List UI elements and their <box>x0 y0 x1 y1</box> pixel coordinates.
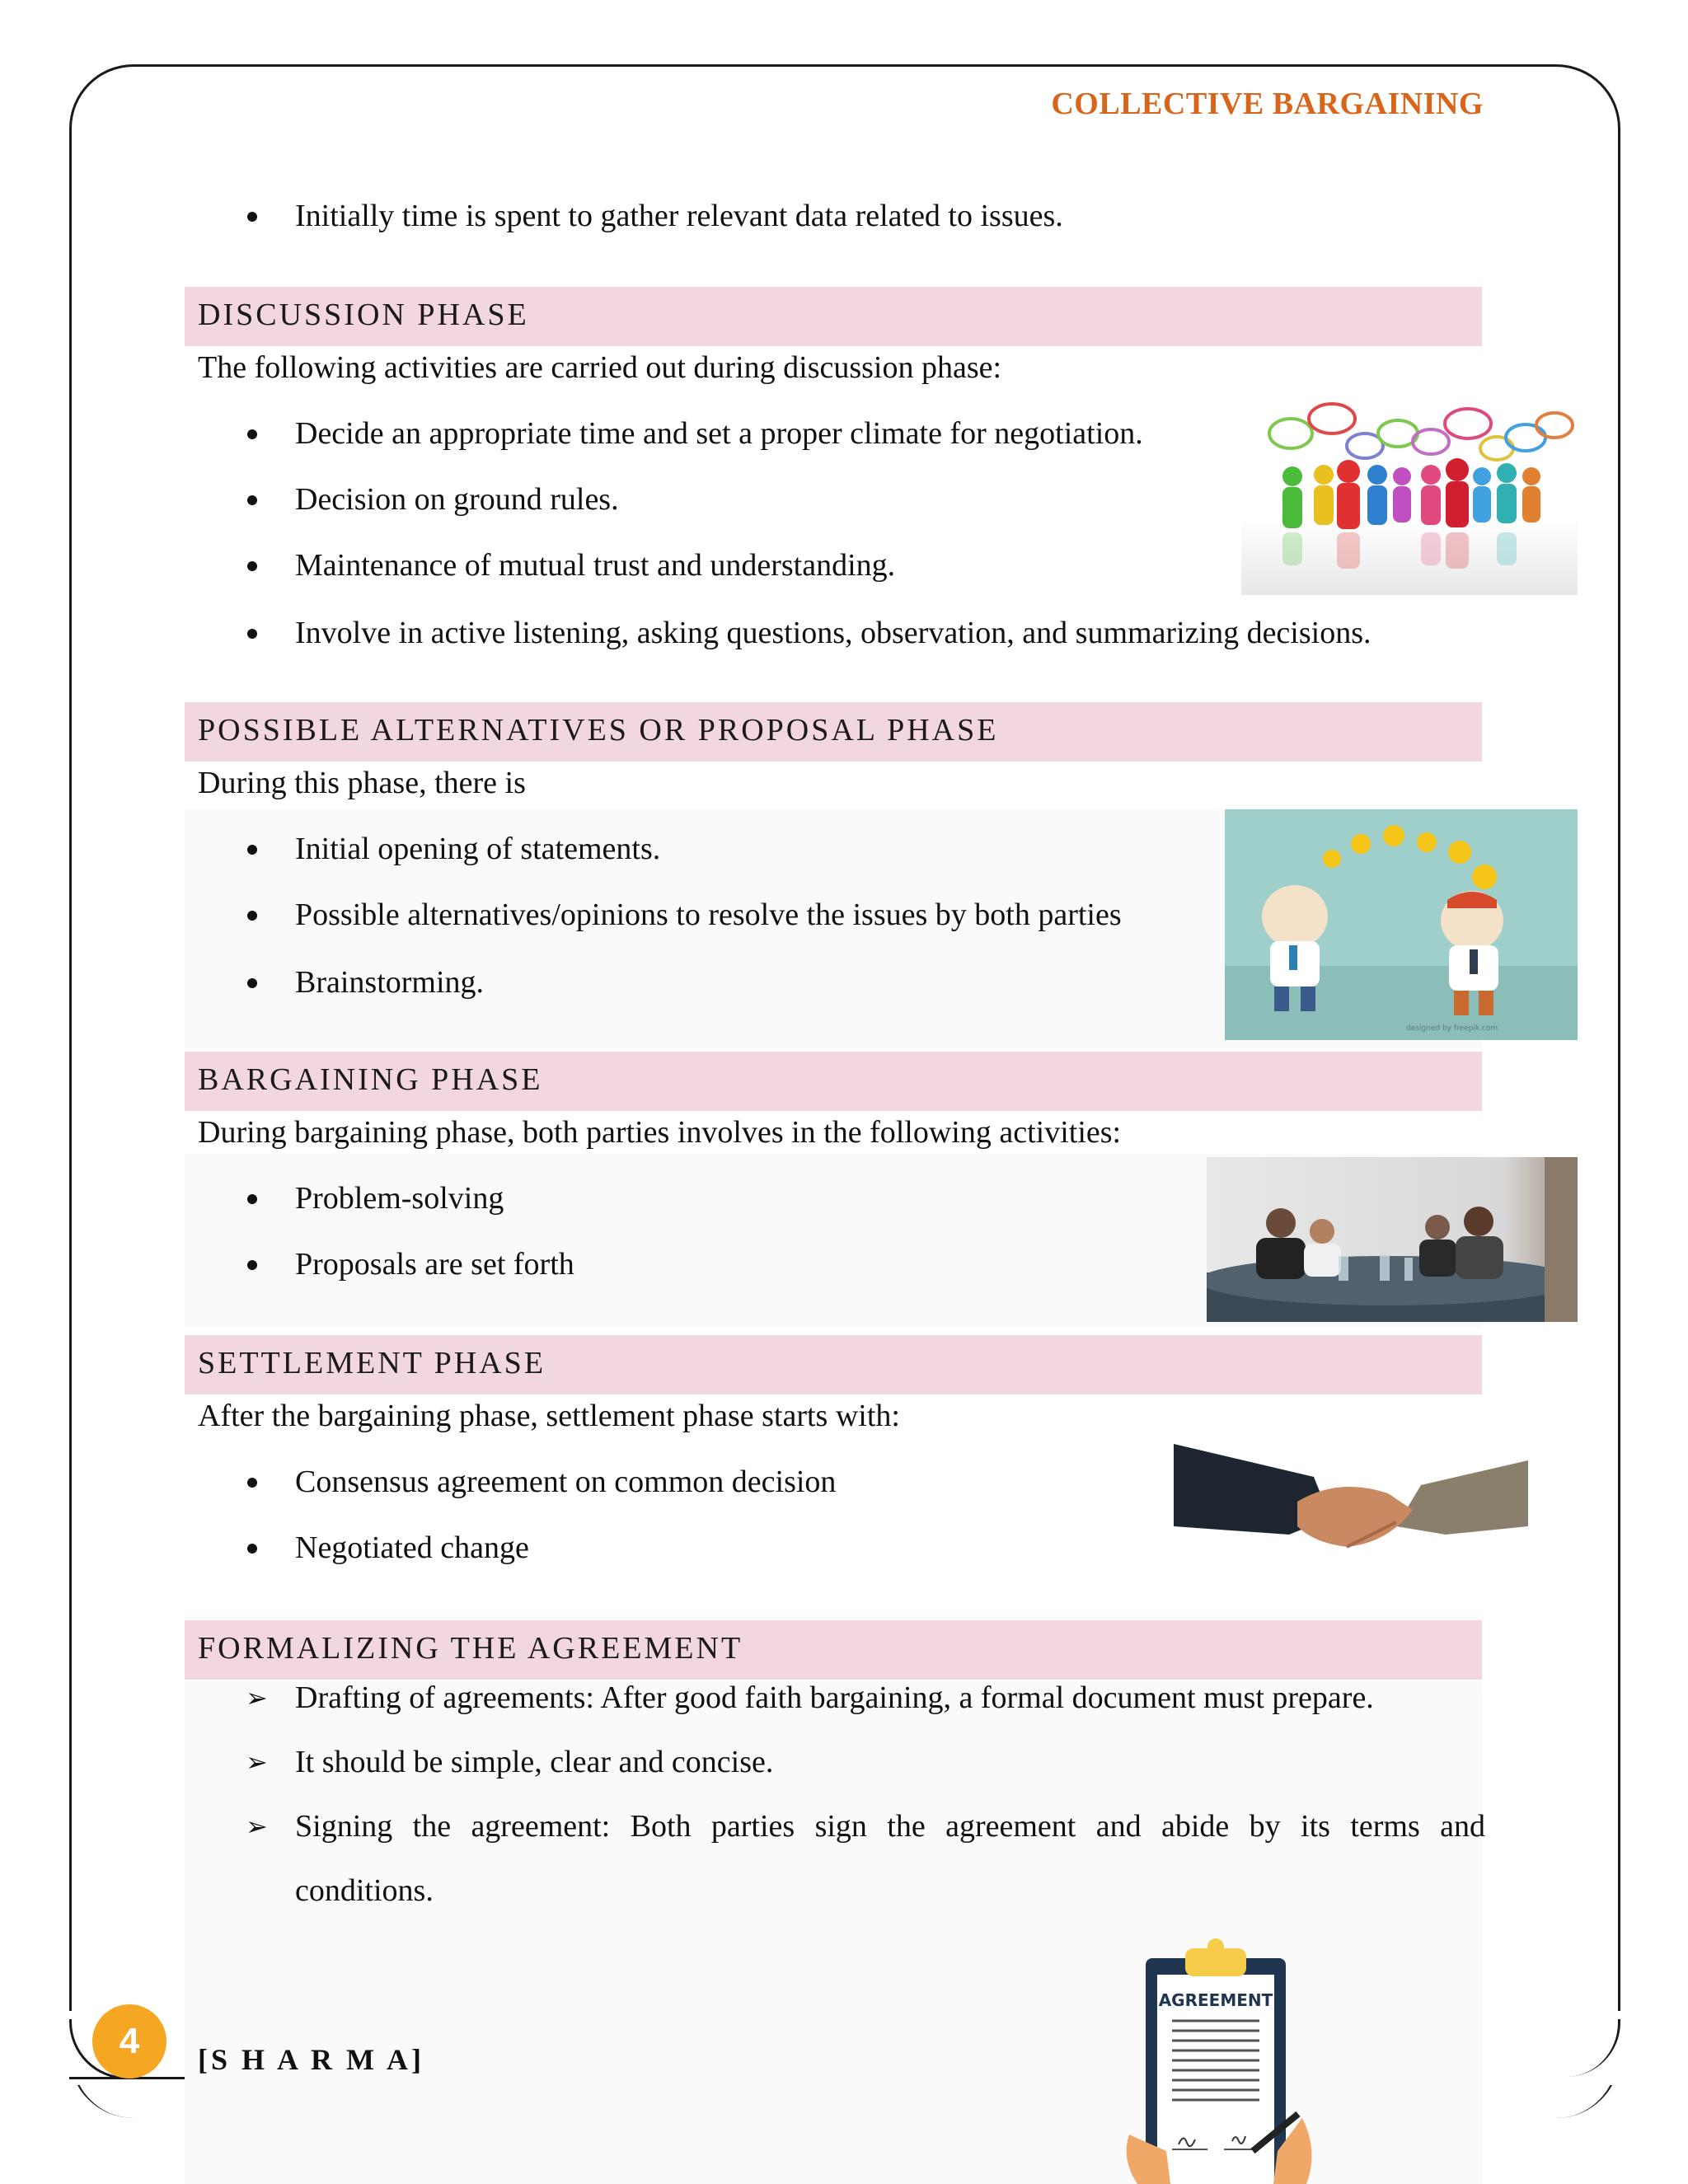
formalizing-item-1: ➢ Drafting of agreements: After good faith bargaining, a formal document must prepare. <box>246 1680 1374 1715</box>
handshake-image <box>1174 1444 1528 1576</box>
bargaining-bullet-2: Proposals are set forth <box>295 1244 574 1284</box>
business-meeting-photo <box>1207 1157 1578 1322</box>
section-settlement-heading: SETTLEMENT PHASE <box>185 1335 1482 1394</box>
bargaining-intro: During bargaining phase, both parties involves in the following activities: <box>198 1115 1122 1150</box>
page-number-badge: 4 <box>92 2004 166 2079</box>
agreement-clipboard-image <box>1096 1929 1335 2184</box>
discussion-bullet-3: Maintenance of mutual trust and understanding. <box>295 546 895 585</box>
section-proposal-heading: POSSIBLE ALTERNATIVES OR PROPOSAL PHASE <box>185 702 1482 762</box>
settlement-bullet-1: Consensus agreement on common decision <box>295 1462 836 1502</box>
proposal-bullet-2: Possible alternatives/opinions to resolve the issues by both parties <box>295 895 1122 935</box>
section-bargaining-heading: BARGAINING PHASE <box>185 1052 1482 1111</box>
formalizing-item-3: ➢ Signing the agreement: Both parties sign the agreement and abide by its terms and <box>246 1809 1485 1844</box>
proposal-bullet-1: Initial opening of statements. <box>295 829 660 869</box>
discussion-bullet-2: Decision on ground rules. <box>295 480 619 519</box>
freepik-credit: designed by freepik.com <box>1406 1024 1498 1033</box>
section-formalizing-heading: FORMALIZING THE AGREEMENT <box>185 1620 1482 1680</box>
people-speech-bubbles-image <box>1241 401 1578 595</box>
settlement-bullet-2: Negotiated change <box>295 1528 529 1568</box>
formalizing-item-2: ➢ It should be simple, clear and concise. <box>246 1745 774 1779</box>
brainstorm-cartoon-image <box>1225 809 1578 1040</box>
formalizing-item-3-continued: conditions. <box>295 1873 434 1908</box>
settlement-intro: After the bargaining phase, settlement phase starts with: <box>198 1399 900 1433</box>
author-signature: [S H A R M A] <box>198 2043 425 2076</box>
proposal-intro: During this phase, there is <box>198 766 526 800</box>
header-title: COLLECTIVE BARGAINING <box>1051 87 1484 121</box>
discussion-intro: The following activities are carried out during discussion phase: <box>198 350 1002 385</box>
bargaining-bullet-1: Problem-solving <box>295 1179 504 1218</box>
section-discussion-heading: DISCUSSION PHASE <box>185 287 1482 346</box>
clipboard-agreement-label: AGREEMENT <box>1158 1990 1273 2010</box>
intro-bullet: Initially time is spent to gather relevant data related to issues. <box>295 196 1063 236</box>
discussion-bullet-1: Decide an appropriate time and set a proper climate for negotiation. <box>295 414 1143 453</box>
proposal-bullet-3: Brainstorming. <box>295 963 484 1002</box>
discussion-bullet-4: Involve in active listening, asking questions, observation, and summarizing decisions. <box>295 613 1372 653</box>
